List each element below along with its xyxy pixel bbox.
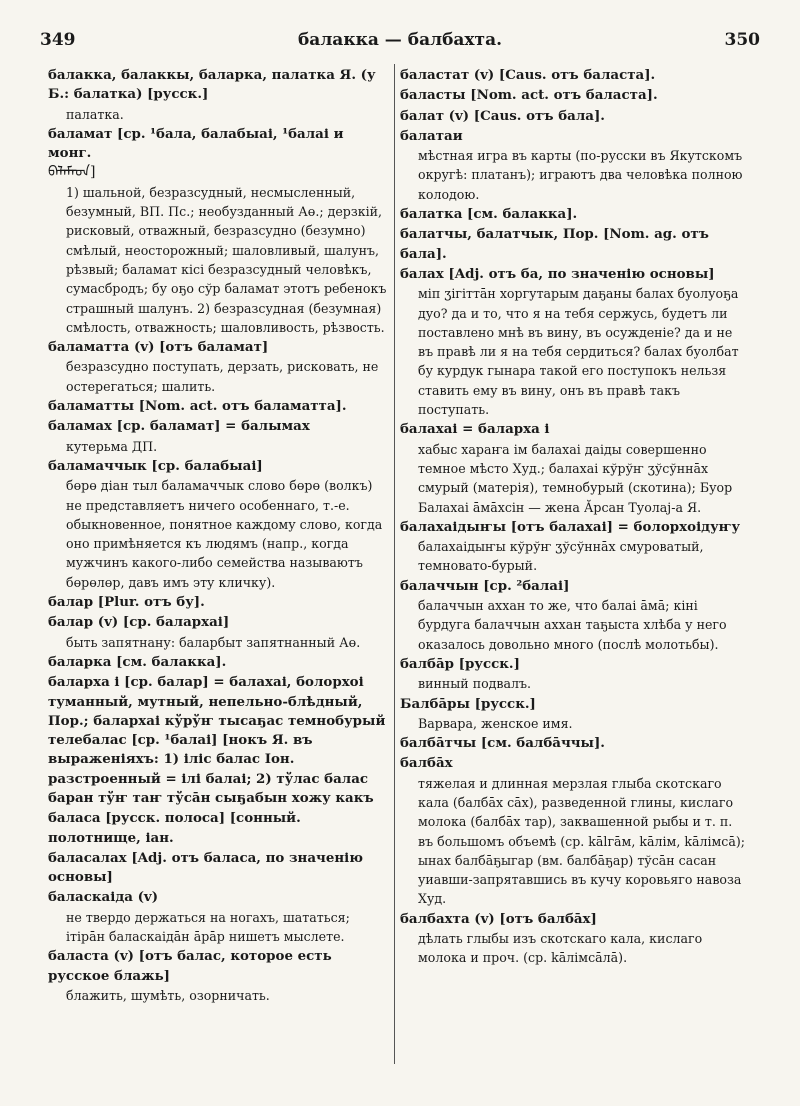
entry-headword: балар [Plur. отъ бу]. bbox=[48, 594, 205, 611]
page-number-left: 349 bbox=[40, 30, 76, 50]
entry-headword: балах [Adj. отъ ба, по значенію основы] bbox=[400, 265, 715, 282]
entry-headword: балар (v) [ср. балархаі] bbox=[48, 614, 230, 631]
entry-headword: баламатты [Nom. act. отъ баламатта]. bbox=[48, 398, 347, 415]
dictionary-entry bbox=[48, 125, 390, 337]
entry-headword: баласты [Nom. act. отъ баласта]. bbox=[400, 87, 658, 104]
entry-headword: баласкаіда (v) bbox=[48, 889, 159, 906]
dictionary-entry bbox=[48, 338, 390, 396]
entry-definition: Варвара, женское имя. bbox=[418, 715, 573, 731]
entry-definition: 1) шальной, безразсудный, несмысленный, безумный, ВП. Пс.; необузданный Аө.; дерзкій, рисковый, отважный, безразсудно (безумно) смѣлый, неосторожный; шаловливый, шалунъ, рѣзвый; баламат кісі безразсудный человѣкъ, сумасбродъ; бу оҕо сўр баламат этотъ ребенокъ страшный шалунъ. 2) безразсудная (безумная) смѣлость, отважность; шаловливость, рѣзвость. bbox=[66, 184, 387, 335]
page-header bbox=[40, 30, 760, 54]
dictionary-entry bbox=[400, 754, 745, 908]
entry-definition: мѣстная игра въ карты (по-русски въ Якутскомъ округѣ: платанъ); играютъ два человѣка полною колодою. bbox=[418, 148, 743, 202]
dictionary-entry bbox=[48, 457, 390, 592]
running-title: балакка — балбахта. bbox=[297, 30, 503, 50]
entry-headword: балатаи bbox=[400, 127, 463, 144]
dictionary-entry bbox=[400, 518, 745, 576]
entry-headword: балат (v) [Caus. отъ бала]. bbox=[400, 107, 605, 124]
column-divider bbox=[394, 64, 395, 1064]
dictionary-entry bbox=[400, 205, 745, 224]
entry-definition: бөрө діан тыл баламаччык слово бөрө (волкъ) не представляетъ ничего особеннаго, т.-е. обыкновенное, понятное каждому слово, когда оно примѣняется къ людямъ (напр., когда мужчинъ какого-либо семейства называютъ бөрөлөр, давъ имъ эту кличку). bbox=[66, 478, 383, 590]
dictionary-entry bbox=[48, 66, 390, 124]
dictionary-entry bbox=[400, 225, 745, 264]
dictionary-entry bbox=[400, 910, 745, 968]
entry-headword: баламат [ср. ¹бала, балабыаі, ¹балаі и монг. bbox=[48, 125, 344, 162]
dictionary-entry bbox=[400, 734, 745, 753]
entry-headword: баларка [см. балакка]. bbox=[48, 653, 227, 670]
entry-headword: баласта (v) [отъ балас, которое есть русское блажь] bbox=[48, 948, 332, 984]
entry-headword: баласалах [Adj. отъ баласа, по значенію основы] bbox=[48, 849, 363, 886]
dictionary-entry bbox=[48, 417, 390, 456]
entry-headword: балаччын [ср. ²балаі] bbox=[400, 577, 570, 594]
entry-headword: баларха і [ср. балар] = балахаі, болорхоі туманный, мутный, непельно-блѣдный, Пор.; балархаі кўрўҥ тысаҕас темнобурый телебалас [ср. ¹балаі] [нокъ Я. въ выраженіяхъ: 1) іліс балас Іон. разстроенный = ілі балаі; 2) тўлас балас баран тўҥ таҥ тўсāн сыҕабын хожу какъ bbox=[48, 674, 386, 806]
dictionary-entry bbox=[48, 888, 390, 946]
entry-definition: быть запятнану: баларбыт запятнанный Аө. bbox=[66, 634, 361, 650]
left-column bbox=[48, 66, 390, 1076]
entry-definition: балаччын аххан то же, что балаі āмā; кіні бурдуга балаччын аххан таҕыста хлѣба у него оказалось довольно много (послѣ молотьбы). bbox=[418, 598, 727, 652]
entry-headword: балахаі = баларха і bbox=[400, 421, 550, 438]
entry-headword: баламах [ср. баламат] = балымах bbox=[48, 418, 310, 435]
dictionary-entry bbox=[400, 66, 745, 85]
entry-definition: балахаідыҥы кўрўҥ ӡўсўннāх смуроватый, темновато-бурый. bbox=[418, 539, 704, 574]
page-number-right: 350 bbox=[724, 30, 760, 50]
dictionary-entry bbox=[400, 577, 745, 654]
entry-definition: тяжелая и длинная мерзлая глыба скотскаго кала (балбāх сāх), разведенной глины, кислаго молока (балбāх тар), заквашенной рыбы и т. п. въ большомъ объемѣ (ср. kālгāм, kāлім, kāлімсā); ынах балбāҕыгар (вм. балбāҕар) тўсāн сасан уиавши-запрятавшись въ кучу коровьяго навоза Худ. bbox=[418, 775, 745, 907]
dictionary-entry bbox=[400, 86, 745, 105]
right-column bbox=[400, 66, 745, 1076]
entry-headword: баламаччык [ср. балабыаі] bbox=[48, 457, 263, 474]
dictionary-entry bbox=[48, 593, 390, 612]
dictionary-entry bbox=[48, 809, 390, 848]
entry-headword: балакка, балаккы, баларка, палатка Я. (у Б.: балатка) [русск.] bbox=[48, 67, 376, 103]
dictionary-entry bbox=[400, 107, 745, 126]
dictionary-entry bbox=[48, 947, 390, 1005]
entry-definition: блажить, шумѣть, озорничать. bbox=[66, 987, 270, 1003]
entry-definition: хабыс хараҥа ім балахаі даіды совершенно темное мѣсто Худ.; балахаі кўрўҥ ӡўсўннāх смурый (матерія), темнобурый (скотина); Буор Балахаі āмāхсін — жена Ӑрсан Туолај-а Я. bbox=[418, 441, 733, 515]
entry-definition: дѣлать глыбы изъ скотскаго кала, кислаго молока и проч. (ср. kāлімсāлā). bbox=[418, 931, 703, 966]
dictionary-entry bbox=[48, 673, 390, 808]
entry-definition: не твердо держаться на ногахъ, шататься; ітірāн баласкаідāн āрāр нишетъ мыслете. bbox=[66, 909, 350, 945]
entry-headword: баластат (v) [Caus. отъ баласта]. bbox=[400, 67, 656, 83]
dictionary-entry bbox=[48, 397, 390, 416]
dictionary-entry bbox=[48, 653, 390, 672]
entry-headword: балатчы, балатчык, Пор. [Nom. ag. отъ бала]. bbox=[400, 226, 709, 262]
entry-headword: баламатта (v) [отъ баламат] bbox=[48, 339, 269, 356]
dictionary-entry bbox=[400, 420, 745, 516]
dictionary-entry bbox=[400, 655, 745, 694]
entry-definition: безразсудно поступать, дерзать, рисковать, не остерегаться; шалить. bbox=[66, 359, 379, 394]
entry-definition: винный подвалъ. bbox=[418, 676, 532, 692]
entry-headword: балбахта (v) [отъ балбāх] bbox=[400, 910, 597, 927]
entry-headword: Балбāры [русск.] bbox=[400, 695, 536, 712]
entry-headword: балатка [см. балакка]. bbox=[400, 206, 578, 223]
entry-definition: кутерьма ДП. bbox=[66, 438, 158, 454]
dictionary-entry bbox=[400, 127, 745, 204]
entry-headword: балбāх bbox=[400, 755, 453, 772]
dictionary-entry bbox=[48, 849, 390, 888]
dictionary-entry bbox=[400, 695, 745, 734]
entry-definition: палатка. bbox=[66, 106, 124, 122]
entry-headword: баласа [русск. полоса] [сонный. полотнище, іан. bbox=[48, 810, 301, 846]
mongolian-script: ᠪᠠᠯᠠᠮᠠᠳ] bbox=[48, 164, 96, 181]
entry-headword: балбāтчы [см. балбāччы]. bbox=[400, 735, 605, 752]
entry-headword: балахаідыҥы [отъ балахаі] = болорхоідуҥу bbox=[400, 518, 741, 535]
dictionary-entry bbox=[400, 265, 745, 419]
dictionary-entry bbox=[48, 613, 390, 652]
entry-headword: балбāр [русск.] bbox=[400, 655, 520, 672]
entry-definition: міп ӡігіттāн хоргутарым даҕаны балах буолуоҕа дуо? да и то, что я на тебя сержусь, будетъ ли поставлено мнѣ въ вину, въ осужденіе? да и не въ правѣ ли я на тебя сердиться? балах буолбат бу курдук гынара такой его поступокъ нельзя ставить ему въ вину, онъ въ правѣ такъ поступать. bbox=[418, 286, 739, 418]
